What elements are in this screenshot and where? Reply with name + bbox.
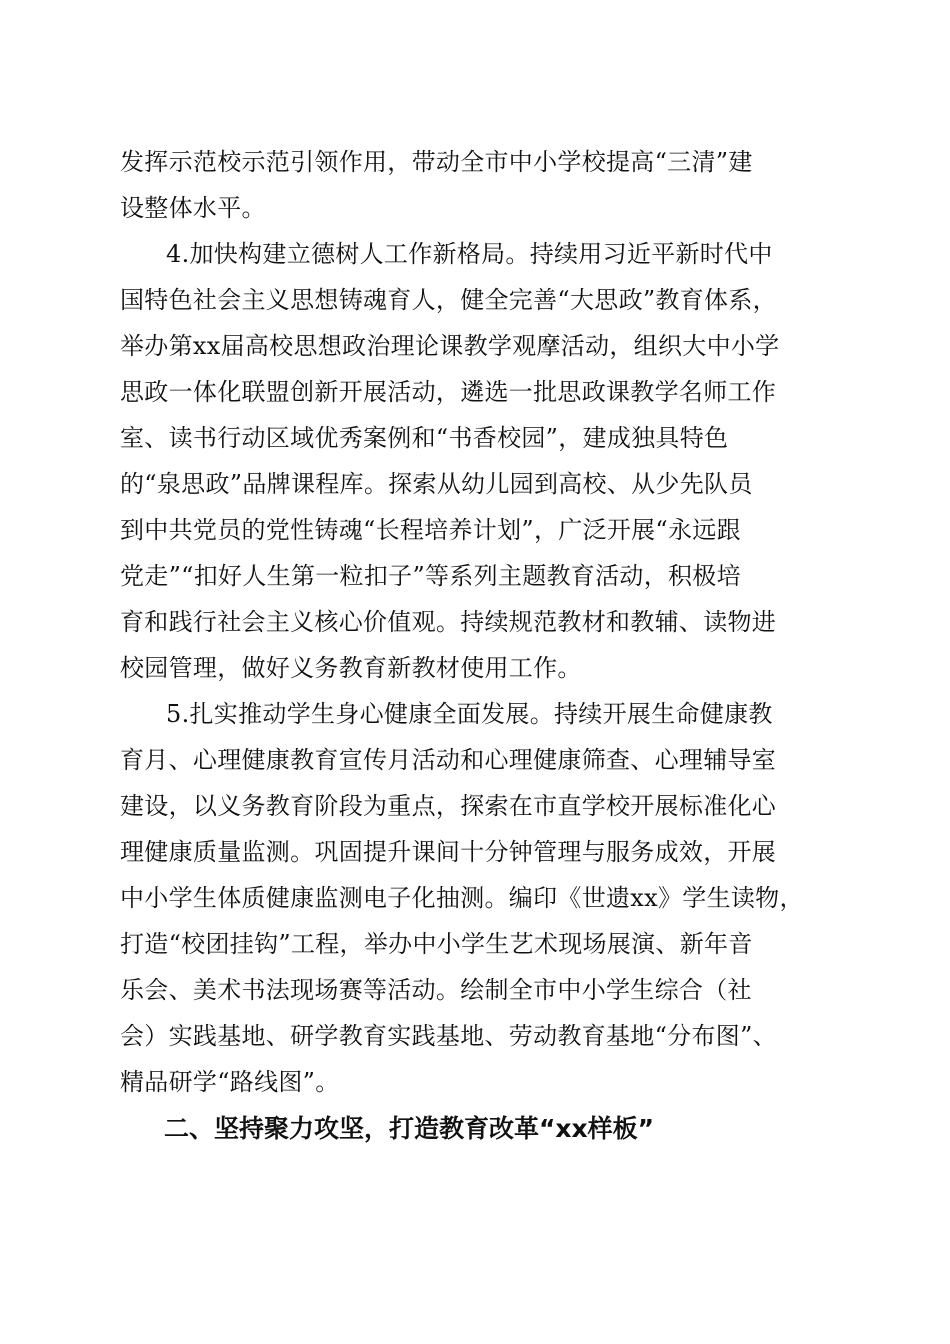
text-line: 思政一体化联盟创新开展活动，遴选一批思政课教学名师工作 xyxy=(120,378,777,406)
text-line: 理健康质量监测。巩固提升课间十分钟管理与服务成效，开展 xyxy=(120,838,777,866)
text-line: 5.扎实推动学生身心健康全面发展。持续开展生命健康教 xyxy=(166,700,773,728)
text-line: 中小学生体质健康监测电子化抽测。编印《世遗xx》学生读物， xyxy=(120,884,804,912)
section-heading: 二、坚持聚力攻坚，打造教育改革“xx样板” xyxy=(164,1114,655,1143)
text-line: 4.加快构建立德树人工作新格局。持续用习近平新时代中 xyxy=(166,240,773,268)
text-line: 打造“校团挂钩”工程，举办中小学生艺术现场展演、新年音 xyxy=(120,930,753,958)
text-line: 发挥示范校示范引领作用，带动全市中小学校提高“三清”建 xyxy=(120,148,753,176)
text-line: 育和践行社会主义核心价值观。持续规范教材和教辅、读物进 xyxy=(120,608,777,636)
text-line: 会）实践基地、研学教育实践基地、劳动教育基地“分布图”、 xyxy=(120,1022,777,1050)
text-line: 举办第xx届高校思想政治理论课教学观摩活动，组织大中小学 xyxy=(120,332,780,360)
text-line: 国特色社会主义思想铸魂育人，健全完善“大思政”教育体系， xyxy=(120,286,777,314)
text-line: 到中共党员的党性铸魂“长程培养计划”，广泛开展“永远跟 xyxy=(120,516,741,544)
text-line: 精品研学“路线图”。 xyxy=(120,1068,340,1096)
text-line: 室、读书行动区域优秀案例和“书香校园”，建成独具特色 xyxy=(120,424,729,452)
text-line: 育月、心理健康教育宣传月活动和心理健康筛查、心理辅导室 xyxy=(120,746,777,774)
text-line: 设整体水平。 xyxy=(120,194,266,222)
text-line: 的“泉思政”品牌课程库。探索从幼儿园到高校、从少先队员 xyxy=(120,470,753,498)
text-line: 校园管理，做好义务教育新教材使用工作。 xyxy=(120,654,582,682)
text-line: 建设，以义务教育阶段为重点，探索在市直学校开展标准化心 xyxy=(120,792,777,820)
text-line: 党走”“扣好人生第一粒扣子”等系列主题教育活动，积极培 xyxy=(120,562,741,590)
text-line: 乐会、美术书法现场赛等活动。绘制全市中小学生综合（社 xyxy=(120,976,752,1004)
